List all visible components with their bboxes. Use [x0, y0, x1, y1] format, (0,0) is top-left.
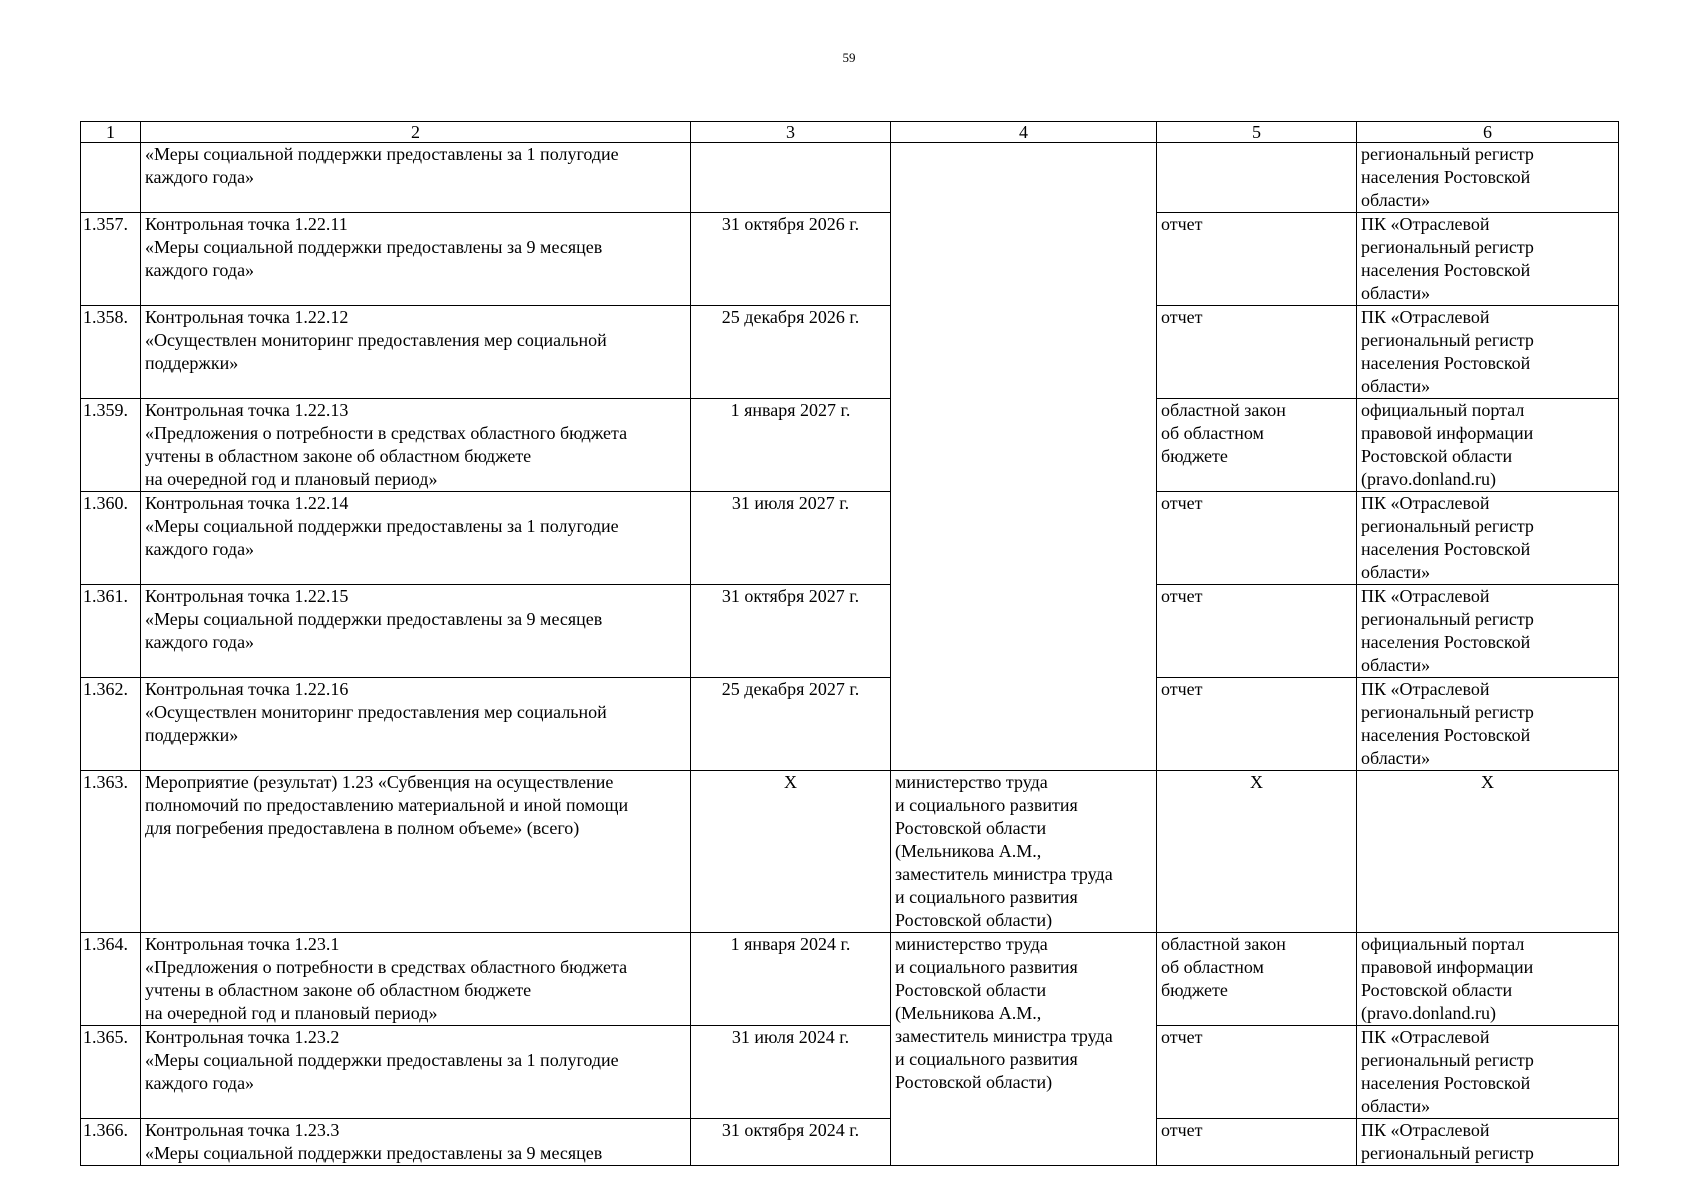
document-cell: отчет: [1157, 1119, 1357, 1166]
table-row: [81, 143, 1619, 213]
number-cell: 1.359.: [81, 399, 141, 492]
number-cell: 1.358.: [81, 306, 141, 399]
date-cell: 31 октября 2026 г.: [691, 213, 891, 306]
source-cell: ПК «Отраслевой региональный регистр населения Ростовской области»: [1357, 585, 1619, 678]
source-cell: ПК «Отраслевой региональный регистр населения Ростовской области»: [1357, 213, 1619, 306]
date-cell: 31 октября 2024 г.: [691, 1119, 891, 1166]
document-cell: отчет: [1157, 213, 1357, 306]
document-cell: отчет: [1157, 678, 1357, 771]
header-cell: 4: [891, 122, 1157, 143]
number-cell: 1.357.: [81, 213, 141, 306]
header-cell: 1: [81, 122, 141, 143]
source-cell: ПК «Отраслевой региональный регистр: [1357, 1119, 1619, 1166]
table-row: [81, 585, 1619, 678]
table-row: [81, 213, 1619, 306]
table-row: [81, 306, 1619, 399]
number-cell: 1.361.: [81, 585, 141, 678]
header-cell: 2: [141, 122, 691, 143]
number-cell: [81, 143, 141, 213]
description-cell: Мероприятие (результат) 1.23 «Субвенция на осуществление полномочий по предоставлению материальной и иной помощи для погребения предоставлена в полном объеме» (всего): [141, 771, 691, 933]
description-cell: «Меры социальной поддержки предоставлены за 1 полугодие каждого года»: [141, 143, 691, 213]
document-cell: отчет: [1157, 306, 1357, 399]
table-row: [81, 678, 1619, 771]
description-cell: Контрольная точка 1.22.11 «Меры социальной поддержки предоставлены за 9 месяцев каждого года»: [141, 213, 691, 306]
document-cell: [1157, 143, 1357, 213]
table-row: [81, 933, 1619, 1026]
table-row: [81, 771, 1619, 933]
date-cell: 1 января 2027 г.: [691, 399, 891, 492]
date-cell: 31 октября 2027 г.: [691, 585, 891, 678]
document-cell: отчет: [1157, 492, 1357, 585]
date-cell: 31 июля 2024 г.: [691, 1026, 891, 1119]
date-cell: 1 января 2024 г.: [691, 933, 891, 1026]
table-row: [81, 399, 1619, 492]
number-cell: 1.363.: [81, 771, 141, 933]
source-cell: официальный портал правовой информации Ростовской области (pravo.donland.ru): [1357, 933, 1619, 1026]
page-number: 59: [842, 50, 856, 65]
source-cell: ПК «Отраслевой региональный регистр населения Ростовской области»: [1357, 306, 1619, 399]
number-cell: 1.360.: [81, 492, 141, 585]
source-cell: ПК «Отраслевой региональный регистр населения Ростовской области»: [1357, 492, 1619, 585]
number-cell: 1.364.: [81, 933, 141, 1026]
number-cell: 1.362.: [81, 678, 141, 771]
table-row: [81, 1026, 1619, 1119]
responsible-cell: министерство труда и социального развития Ростовской области (Мельникова А.М., заместитель министра труда и социального развития Ростовской области): [891, 933, 1157, 1166]
description-cell: Контрольная точка 1.22.12 «Осуществлен мониторинг предоставления мер социальной поддержки»: [141, 306, 691, 399]
date-cell: X: [691, 771, 891, 933]
document-cell: областной закон об областном бюджете: [1157, 933, 1357, 1026]
document-cell: областной закон об областном бюджете: [1157, 399, 1357, 492]
table-row: [81, 1119, 1619, 1166]
description-cell: Контрольная точка 1.22.16 «Осуществлен мониторинг предоставления мер социальной поддержки»: [141, 678, 691, 771]
responsible-cell: министерство труда и социального развития Ростовской области (Мельникова А.М., заместитель министра труда и социального развития Ростовской области): [891, 771, 1157, 933]
date-cell: 31 июля 2027 г.: [691, 492, 891, 585]
description-cell: Контрольная точка 1.22.15 «Меры социальной поддержки предоставлены за 9 месяцев каждого года»: [141, 585, 691, 678]
header-cell: 5: [1157, 122, 1357, 143]
description-cell: Контрольная точка 1.23.2 «Меры социальной поддержки предоставлены за 1 полугодие каждого года»: [141, 1026, 691, 1119]
source-cell: ПК «Отраслевой региональный регистр населения Ростовской области»: [1357, 678, 1619, 771]
measures-table: [80, 121, 1619, 1166]
document-cell: X: [1157, 771, 1357, 933]
source-cell: ПК «Отраслевой региональный регистр населения Ростовской области»: [1357, 1026, 1619, 1119]
source-cell: региональный регистр населения Ростовской области»: [1357, 143, 1619, 213]
number-cell: 1.366.: [81, 1119, 141, 1166]
header-row: [81, 122, 1619, 143]
date-cell: [691, 143, 891, 213]
source-cell: X: [1357, 771, 1619, 933]
description-cell: Контрольная точка 1.23.3 «Меры социальной поддержки предоставлены за 9 месяцев: [141, 1119, 691, 1166]
date-cell: 25 декабря 2026 г.: [691, 306, 891, 399]
source-cell: официальный портал правовой информации Ростовской области (pravo.donland.ru): [1357, 399, 1619, 492]
date-cell: 25 декабря 2027 г.: [691, 678, 891, 771]
description-cell: Контрольная точка 1.22.13 «Предложения о потребности в средствах областного бюджета учтены в областном законе об областном бюджете на очередной год и плановый период»: [141, 399, 691, 492]
header-cell: 6: [1357, 122, 1619, 143]
description-cell: Контрольная точка 1.22.14 «Меры социальной поддержки предоставлены за 1 полугодие каждого года»: [141, 492, 691, 585]
number-cell: 1.365.: [81, 1026, 141, 1119]
responsible-cell: [891, 143, 1157, 771]
table-row: [81, 492, 1619, 585]
document-cell: отчет: [1157, 585, 1357, 678]
document-cell: отчет: [1157, 1026, 1357, 1119]
header-cell: 3: [691, 122, 891, 143]
description-cell: Контрольная точка 1.23.1 «Предложения о потребности в средствах областного бюджета учтены в областном законе об областном бюджете на очередной год и плановый период»: [141, 933, 691, 1026]
